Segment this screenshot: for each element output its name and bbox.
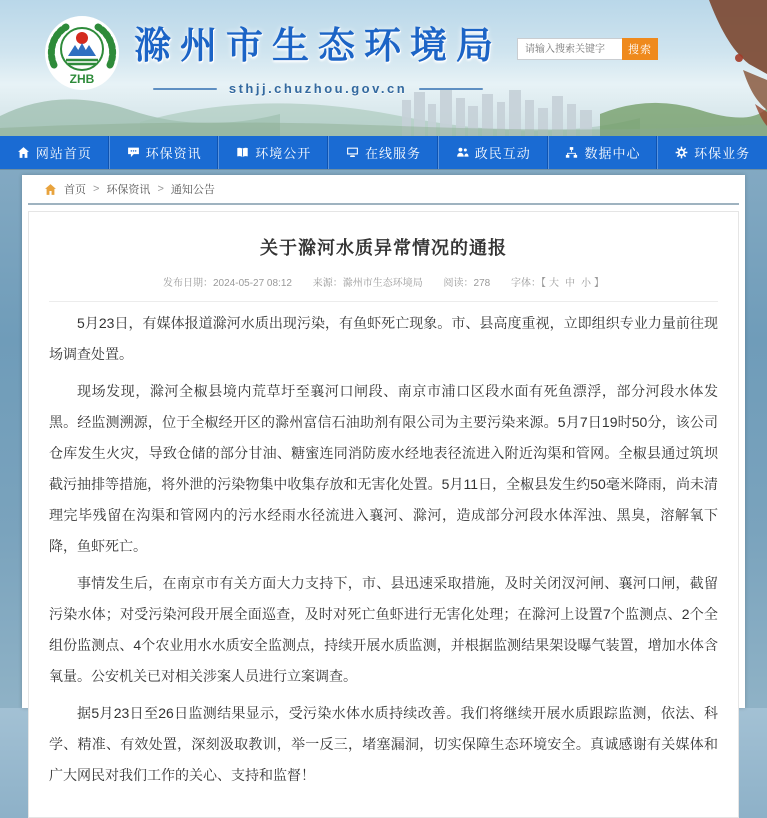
- monitor-icon: [346, 146, 359, 159]
- nav-item-label: 政民互动: [474, 146, 531, 161]
- nav-item-online-service[interactable]: [328, 136, 438, 169]
- svg-text:ZHB: ZHB: [69, 72, 95, 86]
- nav-item-label: 环境公开: [255, 146, 312, 161]
- domain-line-right: [419, 88, 483, 90]
- breadcrumb-home-icon: [44, 183, 57, 196]
- brand-text: [134, 11, 502, 96]
- brand: [44, 11, 502, 96]
- nav-item-business[interactable]: [657, 136, 767, 169]
- nav-item-interaction[interactable]: [438, 136, 548, 169]
- site-header: [0, 0, 767, 136]
- nav-item-label: 环保业务: [694, 146, 751, 161]
- nav-item-disclosure[interactable]: [218, 136, 328, 169]
- nav-item-home[interactable]: [0, 136, 109, 169]
- font-size-large-button[interactable]: 大: [549, 278, 559, 289]
- breadcrumb-home-link[interactable]: 首页: [64, 184, 86, 196]
- breadcrumb-separator: >: [93, 183, 100, 195]
- home-icon: [17, 146, 30, 159]
- breadcrumb-news-link[interactable]: 环保资讯: [106, 184, 151, 196]
- search-button[interactable]: 搜索: [622, 38, 658, 60]
- sitemap-icon: [565, 146, 578, 159]
- search-bar: [517, 38, 658, 60]
- paragraph: 据5月23日至26日监测结果显示，受污染水体水质持续改善。我们将继续开展水质跟踪监测，依法、科学、精准、有效处置，深刻汲取教训，举一反三，堵塞漏洞，切实保障生态环境安全。真诚感谢有关媒体和广大网民对我们工作的关心、支持和监督！: [49, 705, 718, 783]
- chat-icon: [127, 146, 140, 159]
- article-title: 关于滁河水质异常情况的通报: [260, 238, 507, 258]
- breadcrumb-separator: >: [157, 183, 164, 195]
- site-domain: sthjj.chuzhou.gov.cn: [228, 81, 408, 96]
- people-icon: [456, 146, 469, 159]
- paragraph: 事情发生后，在南京市有关方面大力支持下，市、县迅速采取措施，及时关闭汊河闸、襄河口闸，截留污染水体；对受污染河段开展全面巡查，及时对死亡鱼虾进行无害化处理；在滁河上设置7个监测点、2个全组份监测点、4个农业用水水质安全监测点，持续开展水质监测，并根据监测结果架设曝气装置，增加水体含氧量。公安机关已对相关涉案人员进行立案调查。: [49, 575, 718, 684]
- article-meta: [49, 274, 718, 302]
- font-size-control: 字体：【 大 中 小 】: [511, 278, 604, 289]
- font-size-small-button[interactable]: 小: [581, 278, 591, 289]
- site-domain-row: [134, 81, 502, 96]
- search-input[interactable]: [517, 38, 622, 60]
- breadcrumb: [28, 175, 739, 205]
- nav-item-label: 网站首页: [35, 146, 92, 161]
- domain-line-left: [153, 88, 217, 90]
- article-source: 来源：滁州市生态环境局: [312, 278, 423, 289]
- site-title: 滁州市生态环境局: [134, 25, 502, 66]
- book-icon: [236, 146, 249, 159]
- paragraph: 5月23日，有媒体报道滁河水质出现污染，有鱼虾死亡现象。市、县高度重视，立即组织专业力量前往现场调查处置。: [49, 315, 718, 362]
- nav-item-data-center[interactable]: [548, 136, 658, 169]
- article: [28, 211, 739, 818]
- article-body: [49, 308, 718, 791]
- breadcrumb-current-page: 通知公告: [170, 184, 215, 196]
- gear-icon: [675, 146, 688, 159]
- site-logo: [44, 15, 120, 91]
- paragraph: 现场发现，滁河全椒县境内荒草圩至襄河口闸段、南京市浦口区段水面有死鱼漂浮，部分河段水体发黑。经监测溯源，位于全椒经开区的滁州富信石油助剂有限公司为主要污染来源。5月7日19时50分，该公司仓库发生火灾，导致仓储的部分甘油、糖蜜连同消防废水经地表径流进入附近沟渠和管网。全椒县通过筑坝截污抽排等措施，将外泄的污染物集中收集存放和无害化处置。5月11日，全椒县发生约50毫米降雨，尚未清理完毕残留在沟渠和管网内的污水经雨水径流进入襄河、滁河，造成部分河段水体浑浊、黑臭，溶解氧下降，鱼虾死亡。: [49, 383, 718, 554]
- publish-date: 发布日期：2024-05-27 08:12: [163, 278, 292, 289]
- font-size-medium-button[interactable]: 中: [565, 278, 575, 289]
- nav-item-label: 环保资讯: [145, 146, 202, 161]
- main-nav: [0, 136, 767, 169]
- view-count: 阅读：278: [443, 278, 491, 289]
- nav-item-label: 在线服务: [365, 146, 422, 161]
- temple-eave-decoration: [675, 0, 767, 128]
- nav-item-news[interactable]: [109, 136, 219, 169]
- nav-item-label: 数据中心: [584, 146, 641, 161]
- content-wrapper: [22, 175, 745, 783]
